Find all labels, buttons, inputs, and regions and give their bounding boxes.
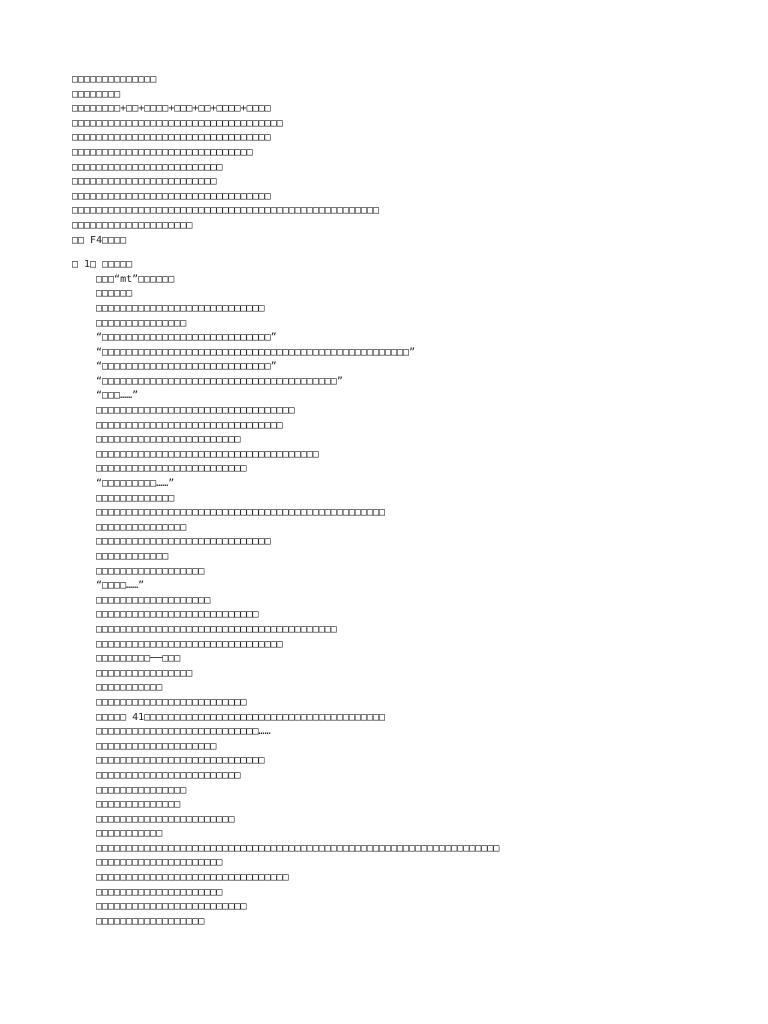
section-body (72, 273, 752, 930)
body-line: “□□□□□□□□□□□□□□□□□□□□□□□□□□□□□□□□□□□□□□□” (96, 375, 343, 387)
body-line: □□□□□□□□□□□□□□□□□□□□□□□□□□□□□□□□□□□□□□□□□□□□□□□□□□□□□□□□□□□□□□□□□□□ (96, 842, 500, 854)
header-line: □□□□□□□□□□□□□□□□□□□□□□□□ (72, 176, 217, 188)
body-line: □□□□□□□□□□□□□□□□□□□□□□□□□□□□ (96, 302, 265, 314)
body-line: “□□□□□□□□□……” (96, 478, 175, 490)
header-line: □□□□□□□□ (72, 88, 121, 100)
body-line: □□□□□□□□□□□□□□□ (96, 784, 187, 796)
body-line: □□□□□□□□□□□□□□□□□□□□□□□□□□□□□□□ (96, 419, 283, 431)
body-line: □□□□□□□□□□□□□□□□□□□□ (96, 740, 217, 752)
body-line: “□□□□□□□□□□□□□□□□□□□□□□□□□□□□□□□□□□□□□□□□□□□□□□□□□□□” (96, 346, 416, 358)
header-line: □□□□□□□□□□□□□□□□□□□□□□□□□□□□□□□□□□□ (72, 117, 283, 129)
header-line: □□□□□□□□□□□□□□□□□□□□ (72, 219, 193, 231)
body-line: “□□□□……” (96, 580, 145, 592)
body-line: □□□□□□□□□□□□□□□□□□□□□□□□ (96, 769, 241, 781)
document-header (72, 73, 752, 248)
body-line: □□□□□ 41□□□□□□□□□□□□□□□□□□□□□□□□□□□□□□□□□□□□□□□□ (96, 711, 385, 723)
body-line: □□□□□□□□□□□□□□□□□□□□□ (96, 886, 223, 898)
body-line: □□□□□□□□□□□□□□□□□□□□□□□□□ (96, 696, 247, 708)
body-line: □□□□□□□□□□□□□□□□□□□ (96, 594, 211, 606)
body-line: □□□□□□□□□□□□□□□□□□ (96, 915, 205, 927)
body-line: □□□□□□ (96, 288, 133, 300)
body-line: □□□□□□□□□□□□□□□□□□□□□□□ (96, 813, 235, 825)
body-line: □□□□□□□□□□□□□□□□□□□□□□□□□□□□□□□□□□□□□□□□□□□□□□□□ (96, 507, 385, 519)
body-line: □□□□□□□□□□□□□□□□□□□□□□□□□□□□□□□□□□□□□□□□ (96, 623, 337, 635)
header-line: □□□□□□□□□□□□□□□□□□□□□□□□□ (72, 161, 223, 173)
body-line: □□□□□□□□□□□□□□□□ (96, 667, 193, 679)
section-gap (72, 248, 752, 258)
body-line: □□□□□□□□□□□ (96, 828, 163, 840)
body-line: □□□□□□□□□□□□□□□□□□□□□□□□□ (96, 901, 247, 913)
body-line: □□□□□□□□□□□□□□□□□□□□□□□□□□□□□□□□□□□□□ (96, 448, 319, 460)
header-line: □□ F4□□□□ (72, 234, 127, 246)
body-line: □□□□□□□□□□□□□□ (96, 799, 181, 811)
header-line: □□□□□□□□□□□□□□□□□□□□□□□□□□□□□□□□□□□□□□□□□□□□□□□□□□□ (72, 205, 380, 217)
document-page (72, 73, 752, 929)
body-line: □□□□□□□□□□□ (96, 682, 163, 694)
header-line: □□□□□□□□□□□□□□□□□□□□□□□□□□□□□□ (72, 146, 253, 158)
header-line: □□□□□□□□□□□□□□ (72, 74, 157, 85)
body-line: □□□□□□□□□□□□□□□□□□□□□□□□□ (96, 463, 247, 475)
body-line: □□□□□□□□□□□□□□□□□□□□□□□□□□□ (96, 609, 259, 621)
chapter-section (72, 258, 752, 929)
body-line: □□□□□□□□□□□□□□□□□□□□□ (96, 857, 223, 869)
body-line: □□□□□□□□□□□□□ (96, 492, 175, 504)
body-line: □□□□□□□□□□□□□□□ (96, 317, 187, 329)
body-line: □□□□□□□□□□□□ (96, 551, 169, 562)
body-line: □□□□□□□□□──□□□ (96, 653, 181, 665)
body-line: □□□□□□□□□□□□□□□ (96, 521, 187, 533)
body-line: □□□□□□□□□□□□□□□□□□□□□□□□□□□□□ (96, 536, 271, 548)
section-heading: □ 1□ □□□□□ (72, 259, 133, 271)
body-line: “□□□……” (96, 390, 139, 402)
body-line: □□□□□□□□□□□□□□□□□□□□□□□□□□□…… (96, 726, 271, 738)
body-line: □□□□□□□□□□□□□□□□□□□□□□□□□□□□□□□ (96, 638, 283, 650)
header-line: □□□□□□□□□□□□□□□□□□□□□□□□□□□□□□□□□ (72, 132, 271, 144)
header-line: □□□□□□□□+□□+□□□□+□□□+□□+□□□□+□□□□ (72, 103, 271, 115)
body-line: □□□□□□□□□□□□□□□□□□□□□□□□□□□□ (96, 755, 265, 767)
body-line: “□□□□□□□□□□□□□□□□□□□□□□□□□□□□” (96, 361, 277, 373)
header-line: □□□□□□□□□□□□□□□□□□□□□□□□□□□□□□□□□ (72, 190, 271, 202)
body-line: □□□□□□□□□□□□□□□□□□ (96, 565, 205, 577)
body-line: □□□□□□□□□□□□□□□□□□□□□□□□ (96, 434, 241, 446)
body-line: □□□□□□□□□□□□□□□□□□□□□□□□□□□□□□□□ (96, 872, 289, 884)
body-line: □□□“mt”□□□□□□ (96, 273, 175, 285)
body-line: “□□□□□□□□□□□□□□□□□□□□□□□□□□□□” (96, 332, 277, 344)
body-line: □□□□□□□□□□□□□□□□□□□□□□□□□□□□□□□□□ (96, 405, 295, 417)
